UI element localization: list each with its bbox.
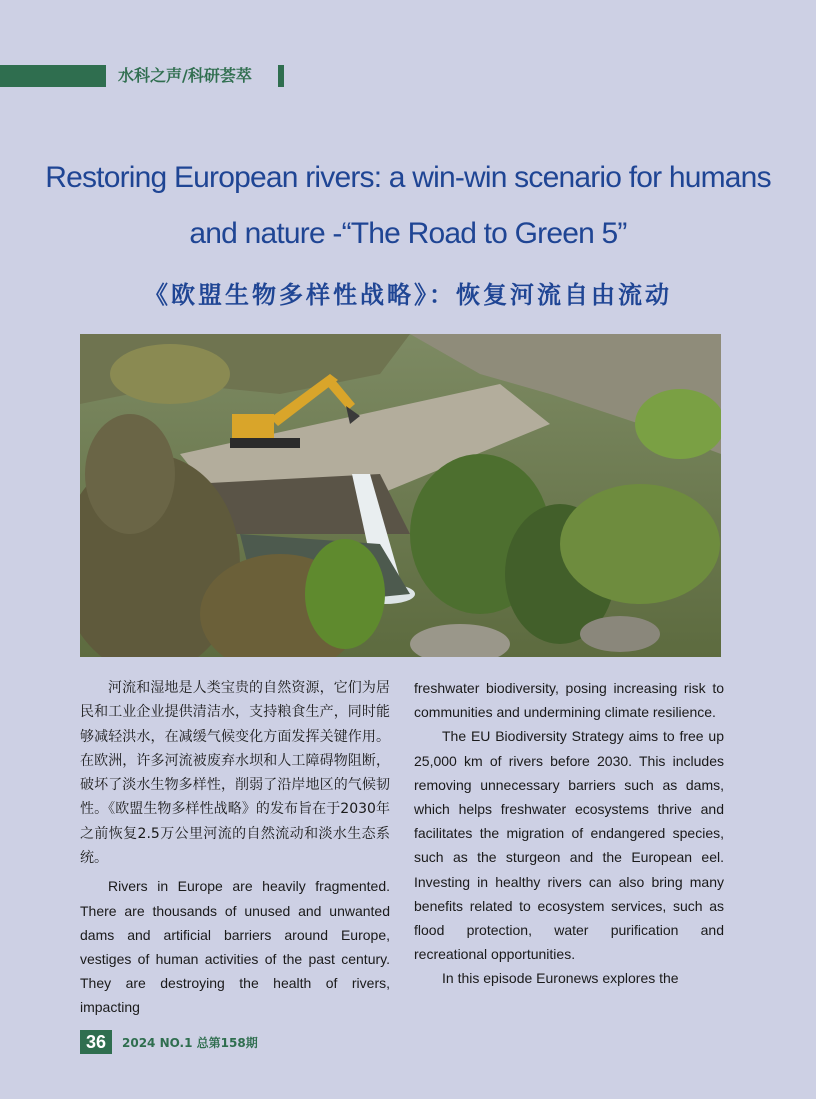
left-column [80, 676, 390, 1020]
article-title-chinese: 《欧盟生物多样性战略》：恢复河流自由流动 [144, 281, 672, 309]
section-tick [278, 65, 284, 87]
english-paragraph-2: The EU Biodiversity Strategy aims to free up 25,000 km of rivers before 2030. This includes removing unnecessary barriers such as dams, which helps freshwater ecosystems thrive and facilitates the migration of endangered species, such as the sturgeon and the European eel. Investing in healthy rivers can also bring many benefits related to ecosystem services, such as flood protection, water purification and recreational opportunities. [414, 728, 724, 963]
page-number: 36 [80, 1030, 112, 1054]
english-paragraph-1-start: Rivers in Europe are heavily fragmented. There are thousands of unused and unwanted dams and artificial barriers around Europe, vestiges of human activities of the past century. They are destroying the health of rivers, impacting [80, 878, 390, 1016]
article-title-english: Restoring European rivers: a win-win scenario for humans and nature -“The Road to Green 5” [45, 161, 771, 250]
chinese-summary-paragraph: 河流和湿地是人类宝贵的自然资源，它们为居民和工业企业提供清洁水，支持粮食生产，同时能够减轻洪水，在减缓气候变化方面发挥关键作用。在欧洲，许多河流被废弃水坝和人工障碍物阻断，破坏了淡水生物多样性，削弱了沿岸地区的气候韧性。《欧盟生物多样性战略》的发布旨在于2030年之前恢复2.5万公里河流的自然流动和淡水生态系统。 [80, 680, 390, 867]
right-column [414, 676, 724, 991]
english-paragraph-1-continued: freshwater biodiversity, posing increasing risk to communities and undermining climate resilience. [414, 680, 724, 721]
english-paragraph-3: In this episode Euronews explores the [442, 970, 679, 987]
dam-removal-photo [80, 334, 721, 657]
section-bar [0, 65, 106, 87]
page-footer [80, 1030, 258, 1054]
issue-info: 2024 NO.1 总第158期 [122, 1035, 258, 1050]
section-label: 水科之声/科研荟萃 [118, 66, 252, 85]
